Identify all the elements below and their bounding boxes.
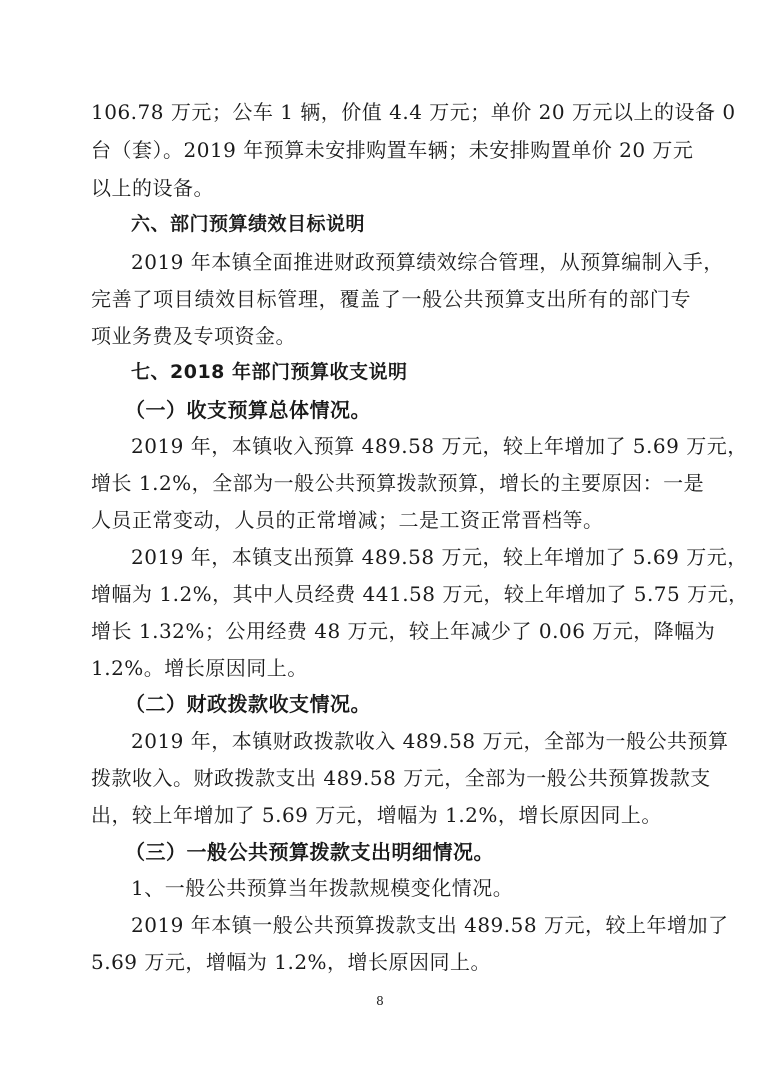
section-heading: 七、2018 年部门预算收支说明 xyxy=(131,361,408,383)
body-text-line: 以上的设备。 xyxy=(91,176,214,200)
body-text-line: 项业务费及专项资金。 xyxy=(91,324,296,348)
page-number: 8 xyxy=(376,994,384,1008)
body-text-line: 2019 年，本镇收入预算 489.58 万元，较上年增加了 5.69 万元， xyxy=(131,434,748,458)
subsection-heading: （一）收支预算总体情况。 xyxy=(125,398,371,422)
body-text-line: 5.69 万元，增幅为 1.2%，增长原因同上。 xyxy=(91,950,492,974)
body-text-line: 增长 1.2%，全部为一般公共预算拨款预算，增长的主要原因：一是 xyxy=(91,471,705,495)
item-heading: 1、一般公共预算当年拨款规模变化情况。 xyxy=(131,876,514,900)
body-text-line: 增幅为 1.2%，其中人员经费 441.58 万元，较上年增加了 5.75 万元， xyxy=(91,582,749,606)
subsection-heading: （三）一般公共预算拨款支出明细情况。 xyxy=(125,840,494,864)
body-text-line: 2019 年，本镇财政拨款收入 489.58 万元，全部为一般公共预算 xyxy=(131,729,729,753)
subsection-heading: （二）财政拨款收支情况。 xyxy=(125,692,371,716)
body-text-line: 增长 1.32%；公用经费 48 万元，较上年减少了 0.06 万元，降幅为 xyxy=(91,619,716,643)
body-text-line: 2019 年，本镇支出预算 489.58 万元，较上年增加了 5.69 万元， xyxy=(131,545,748,569)
section-heading: 六、部门预算绩效目标说明 xyxy=(131,213,366,235)
body-text-line: 2019 年本镇全面推进财政预算绩效综合管理，从预算编制入手， xyxy=(131,250,724,274)
body-text-line: 2019 年本镇一般公共预算拨款支出 489.58 万元，较上年增加了 xyxy=(131,913,729,937)
body-text-line: 人员正常变动，人员的正常增减；二是工资正常晋档等。 xyxy=(91,508,604,532)
body-text-line: 台（套）。2019 年预算未安排购置车辆；未安排购置单价 20 万元 xyxy=(91,138,694,162)
body-text-line: 106.78 万元；公车 1 辆，价值 4.4 万元；单价 20 万元以上的设备 0 xyxy=(91,100,736,124)
body-text-line: 出，较上年增加了 5.69 万元，增幅为 1.2%，增长原因同上。 xyxy=(91,803,662,827)
body-text-line: 拨款收入。财政拨款支出 489.58 万元，全部为一般公共预算拨款支 xyxy=(91,766,711,790)
body-text-line: 完善了项目绩效目标管理，覆盖了一般公共预算支出所有的部门专 xyxy=(91,287,691,311)
body-text-line: 1.2%。增长原因同上。 xyxy=(91,656,308,680)
